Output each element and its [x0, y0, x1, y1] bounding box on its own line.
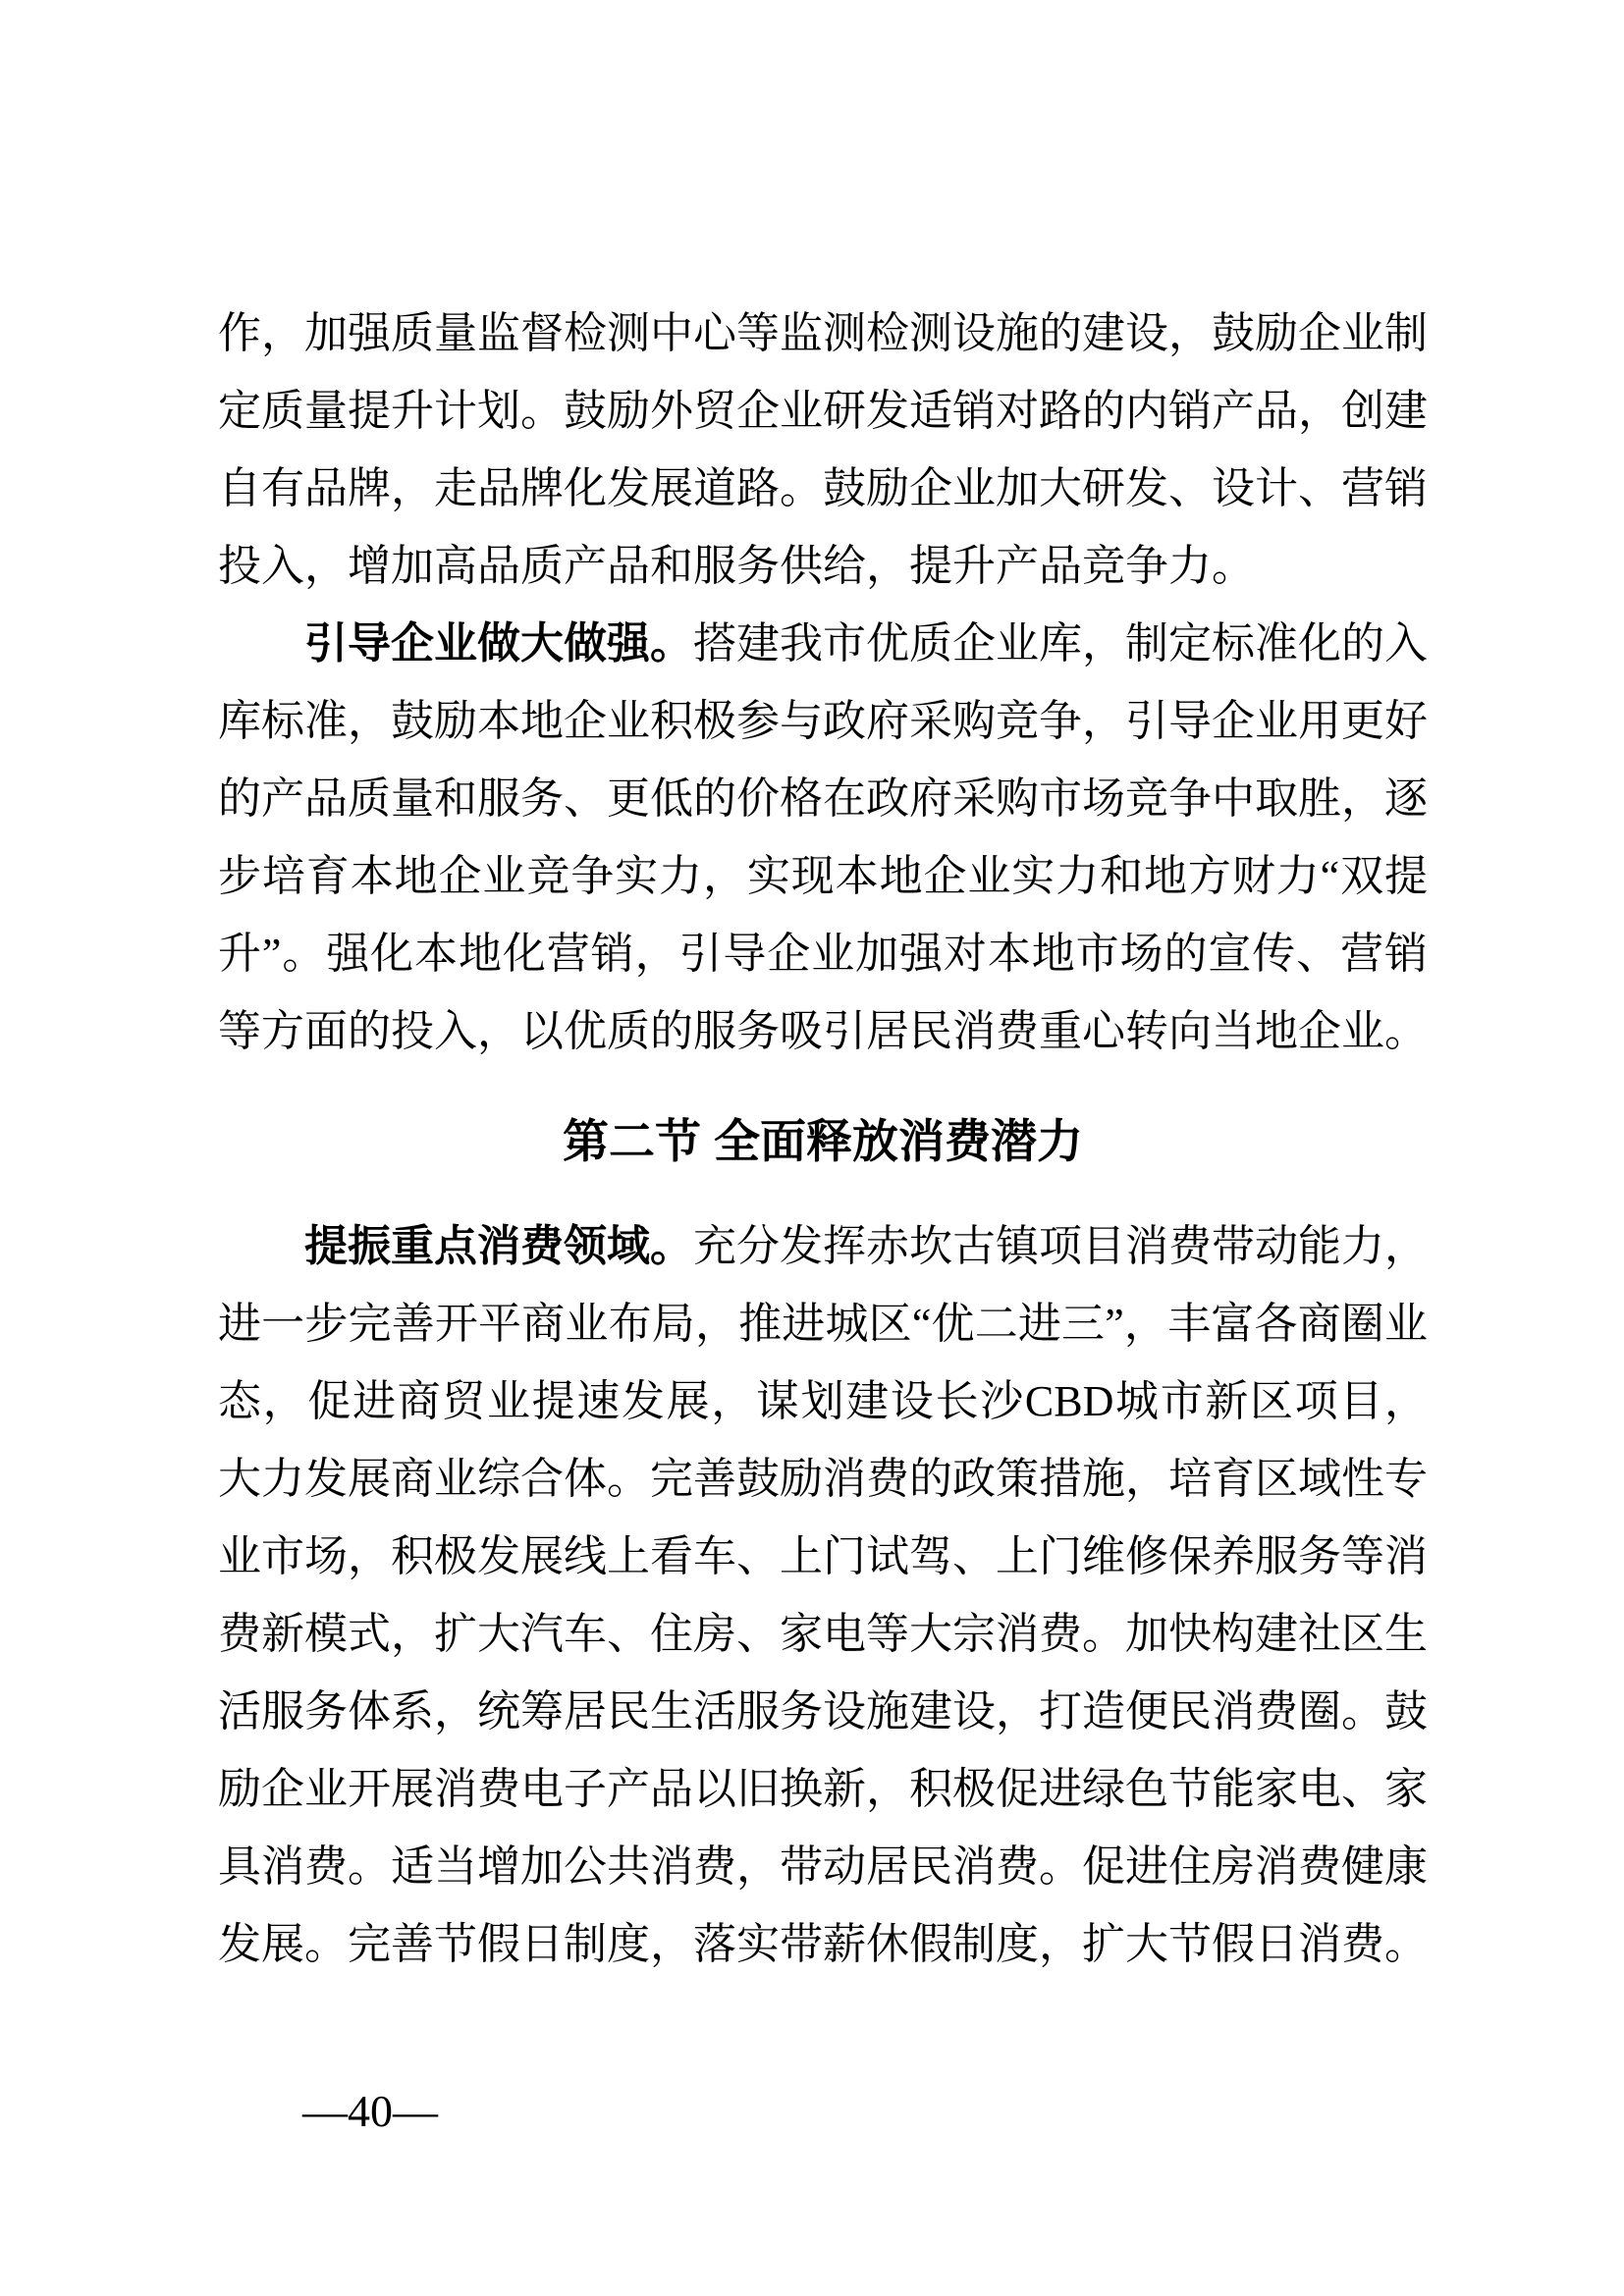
paragraph [218, 1207, 1428, 1983]
section-heading: 第二节 全面释放消费潜力 [562, 1115, 1084, 1167]
paragraph-text: 作，加强质量监督检测中心等监测检测设施的建设，鼓励企业制定质量提升计划。鼓励外贸企业研发适销对路的内销产品，创建自有品牌，走品牌化发展道路。鼓励企业加大研发、设计、营销投入，增加高品质产品和服务供给，提升产品竞争力。 [218, 309, 1428, 590]
paragraph [218, 294, 1428, 605]
paragraph-text: 搭建我市优质企业库，制定标准化的入库标准，鼓励本地企业积极参与政府采购竞争，引导企业用更好的产品质量和服务、更低的价格在政府采购市场竞争中取胜，逐步培育本地企业竞争实力，实现本地企业实力和地方财力“双提升”。强化本地化营销，引导企业加强对本地市场的宣传、营销等方面的投入，以优质的服务吸引居民消费重心转向当地企业。 [218, 619, 1428, 1055]
paragraph-text: 充分发挥赤坎古镇项目消费带动能力，进一步完善开平商业布局，推进城区“优二进三”，丰富各商圈业态，促进商贸业提速发展，谋划建设长沙CBD城市新区项目，大力发展商业综合体。完善鼓励消费的政策措施，培育区域性专业市场，积极发展线上看车、上门试驾、上门维修保养服务等消费新模式，扩大汽车、住房、家电等大宗消费。加快构建社区生活服务体系，统筹居民生活服务设施建设，打造便民消费圈。鼓励企业开展消费电子产品以旧换新，积极促进绿色节能家电、家具消费。适当增加公共消费，带动居民消费。促进住房消费健康发展。完善节假日制度，落实带薪休假制度，扩大节假日消费。 [218, 1222, 1428, 1968]
paragraph-lead: 引导企业做大做强。 [304, 619, 693, 667]
paragraph [218, 605, 1428, 1070]
page-content [218, 294, 1428, 1983]
page-number: —40— [302, 2086, 438, 2136]
paragraph-lead: 提振重点消费领域。 [304, 1222, 693, 1270]
